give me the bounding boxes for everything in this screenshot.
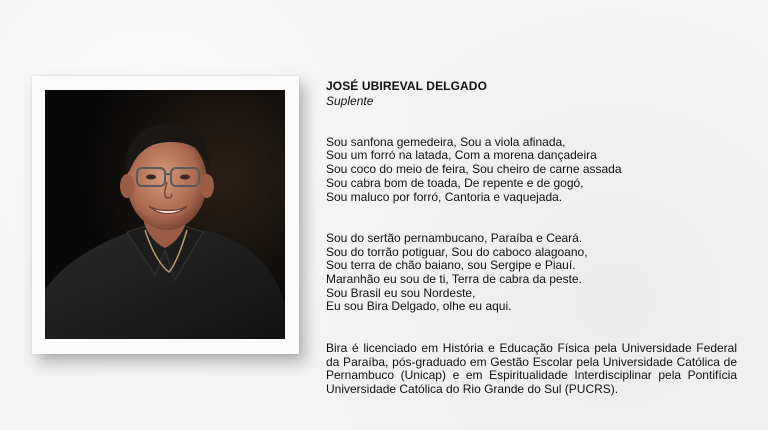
photo-frame bbox=[32, 76, 299, 354]
portrait-illustration bbox=[45, 90, 285, 339]
profile-text bbox=[326, 79, 737, 397]
poem bbox=[326, 122, 737, 328]
person-role: Suplente bbox=[326, 94, 374, 108]
portrait-photo bbox=[45, 90, 285, 339]
poem-stanza-2: Sou do sertão pernambucano, Paraíba e Ceará. Sou do torrão potiguar, Sou do caboco alagoano, Sou terra de chão baiano, sou Sergipe e Piauí. Maranhão eu sou de ti, Terra de cabra da peste. Sou Brasil eu sou Nordeste, Eu sou Bira Delgado, olhe eu aqui. bbox=[326, 230, 588, 314]
biography: Bira é licenciado em História e Educação Física pela Universidade Federal da Paraíba, pós-graduado em Gestão Escolar pela Universidade Católica de Pernambuco (Unicap) e em Espiritualidade Interdisciplinar pela Pontifícia Universidade Católica do Rio Grande do Sul (PUCRS). bbox=[326, 340, 737, 396]
person-name: JOSÉ UBIREVAL DELGADO bbox=[326, 79, 488, 93]
poem-stanza-1: Sou sanfona gemedeira, Sou a viola afinada, Sou um forró na latada, Com a morena dançadeira Sou coco do meio de feira, Sou cheiro de carne assada Sou cabra bom de toada, De repente e de gogó, Sou maluco por forró, Cantoria e vaquejada. bbox=[326, 134, 622, 204]
